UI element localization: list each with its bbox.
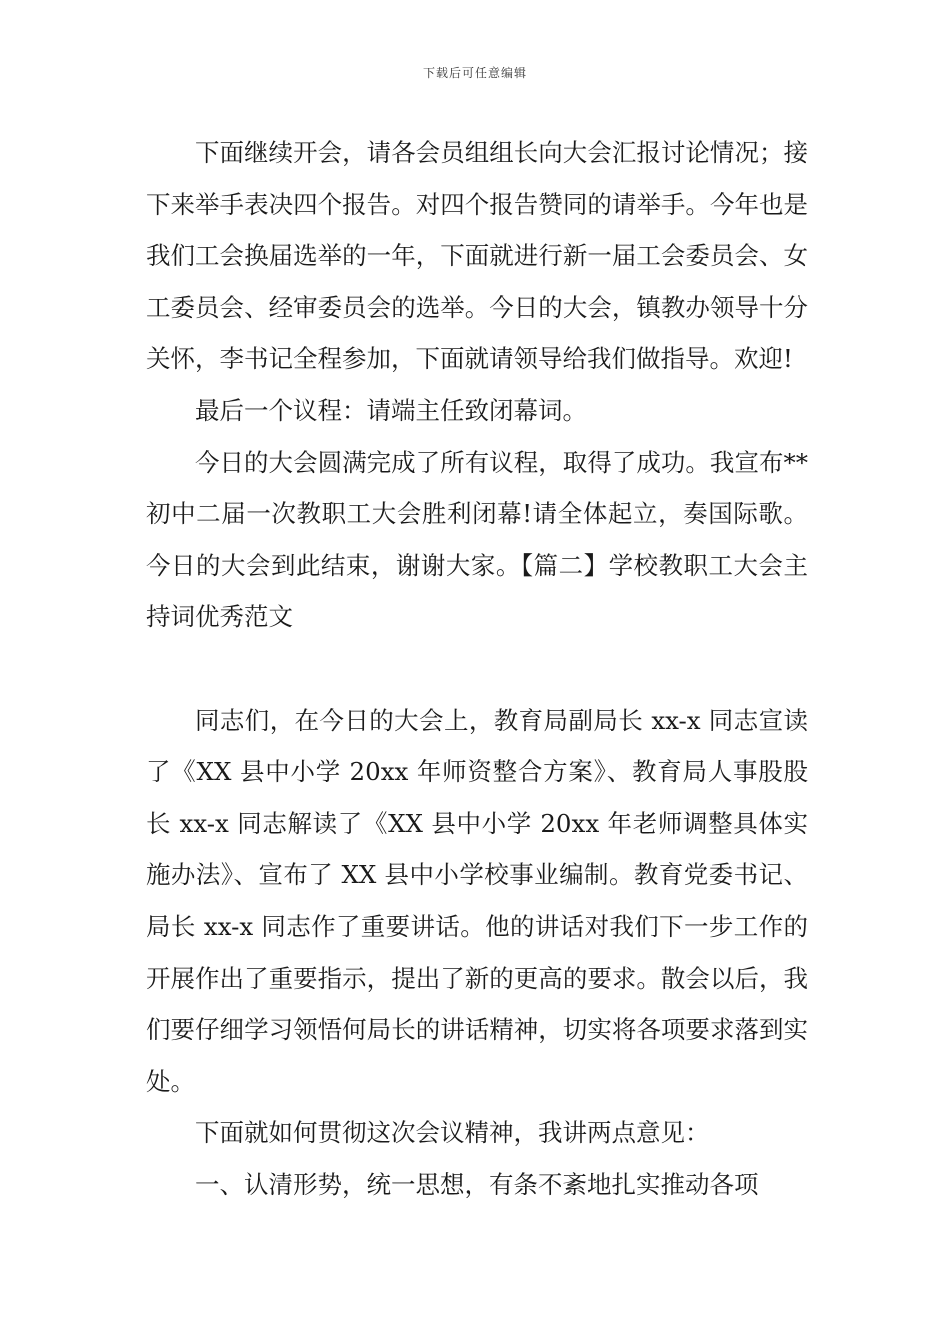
blank-line-separator xyxy=(146,643,808,695)
page-header-note: 下载后可任意编辑 xyxy=(422,66,527,80)
paragraph-final-agenda: 最后一个议程：请端主任致闭幕词。 xyxy=(195,395,587,425)
paragraph-two-points: 下面就如何贯彻这次会议精神，我讲两点意见： xyxy=(195,1118,710,1148)
paragraph-meeting-continue: 下面继续开会，请各会员组组长向大会汇报讨论情况；接下来举手表决四个报告。对四个报告赞同的请举手。今年也是我们工会换届选举的一年，下面就进行新一届工会委员会、女工委员会、经审委员会的选举。今日的大会，镇教办领导十分关怀，李书记全程参加，下面就请领导给我们做指导。欢迎! xyxy=(146,138,808,374)
paragraph-point-one: 一、认清形势，统一思想，有条不紊地扎实推动各项 xyxy=(195,1169,759,1199)
paragraph-comrades-speech: 同志们，在今日的大会上，教育局副局长 xx-x 同志宣读了《XX 县中小学 20xx 年师资整合方案》、教育局人事股股长 xx-x 同志解读了《XX 县中小学 20xx 年老师调整具体实施办法》、宣布了 XX 县中小学校事业编制。教育党委书记、局长 xx-x 同志作了重要讲话。他的讲话对我们下一步工作的开展作出了重要指示，提出了新的更高的要求。散会以后，我们要仔细学习领悟何局长的讲话精神，切实将各项要求落到实处。 xyxy=(146,705,808,1096)
paragraph-closing-announcement: 今日的大会圆满完成了所有议程，取得了成功。我宣布**初中二届一次教职工大会胜利闭幕!请全体起立，奏国际歌。今日的大会到此结束，谢谢大家。【篇二】学校教职工大会主持词优秀范文 xyxy=(146,447,808,632)
document-body xyxy=(146,127,808,1210)
